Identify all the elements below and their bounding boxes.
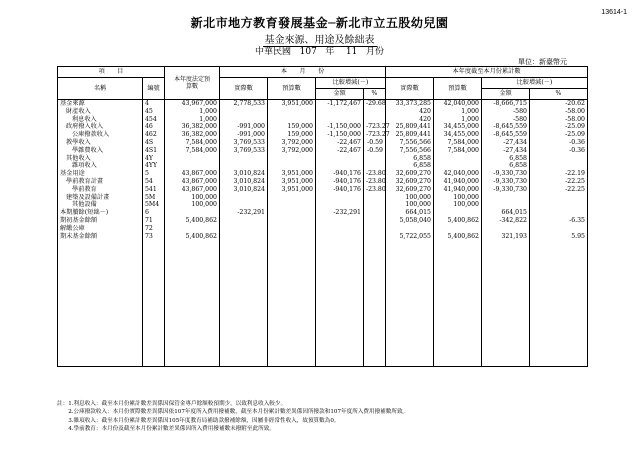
- row-month-diff-amount: [316, 108, 364, 116]
- row-cum-diff-amount: 6,858: [482, 155, 530, 163]
- row-name: 公庫撥款收入: [58, 131, 143, 139]
- row-month-diff-pct: -0.59: [364, 147, 386, 155]
- row-cum-diff-amount: -9,330,730: [482, 186, 530, 194]
- row-month-actual: 3,010,824: [220, 186, 268, 194]
- row-cum-diff-pct: [530, 155, 588, 163]
- row-budget: [165, 155, 220, 163]
- row-budget: [165, 162, 220, 170]
- row-code: 5M: [143, 194, 165, 202]
- row-name: 基金來源: [58, 100, 143, 108]
- row-code: 541: [143, 186, 165, 194]
- row-cum-diff-amount: -9,330,730: [482, 178, 530, 186]
- table-row: [58, 147, 588, 155]
- footnote: 3.雜項收入：截至本月份累計數差異係因105年度教育局補助款撥補餘額，因屬非經常性收入，故預算數為0。: [57, 417, 340, 424]
- row-month-diff-pct: -29.68: [364, 100, 386, 108]
- report-title: 新北市地方教育發展基金─新北市立五股幼兒園: [190, 16, 449, 30]
- header-month-amount: 金額: [316, 89, 364, 100]
- row-name: 政府撥入收入: [58, 123, 143, 131]
- row-cum-diff-pct: [530, 194, 588, 202]
- row-cum-planned: [434, 209, 482, 217]
- row-month-diff-amount: -1,150,000: [316, 123, 364, 131]
- row-name: 其他收入: [58, 155, 143, 163]
- header-month-group: 本 月 份: [220, 67, 386, 78]
- row-month-actual: [220, 108, 268, 116]
- row-month-diff-amount: -940,176: [316, 178, 364, 186]
- row-cum-diff-amount: 321,193: [482, 233, 530, 241]
- row-cum-diff-amount: -27,434: [482, 139, 530, 147]
- row-month-diff-pct: [364, 225, 386, 233]
- table-row: [58, 131, 588, 139]
- empty-cell: [143, 240, 165, 367]
- row-month-diff-amount: -1,150,000: [316, 131, 364, 139]
- row-month-planned: 3,951,000: [268, 170, 316, 178]
- row-cum-diff-amount: -580: [482, 116, 530, 124]
- income-statement-table: [57, 66, 588, 367]
- period-prefix: 中華民國: [255, 47, 292, 57]
- row-cum-diff-amount: -580: [482, 108, 530, 116]
- row-budget: 100,000: [165, 194, 220, 202]
- header-month-pct: %: [364, 89, 386, 100]
- table-row: [58, 162, 588, 170]
- row-month-diff-pct: -723.27: [364, 123, 386, 131]
- row-cum-planned: [434, 225, 482, 233]
- row-month-planned: [268, 225, 316, 233]
- row-month-planned: [268, 108, 316, 116]
- row-budget: 1,000: [165, 116, 220, 124]
- header-cum-diff: 比較增減(－): [482, 78, 588, 89]
- row-cum-diff-pct: [530, 201, 588, 209]
- row-code: 462: [143, 131, 165, 139]
- row-name: 期末基金餘額: [58, 233, 143, 241]
- row-month-diff-amount: [316, 162, 364, 170]
- footnote: 2.公庫撥款收入：本月份實際數差異係因依107年度所入費用撥補數，截至本月份累計數差異係因所撥款和107年度所入費用撥補數所致。: [57, 409, 409, 416]
- row-cum-planned: 41,940,000: [434, 186, 482, 194]
- row-cum-planned: 42,040,000: [434, 100, 482, 108]
- header-name: 名稱: [58, 78, 143, 100]
- row-name: 財產收入: [58, 108, 143, 116]
- row-cum-diff-amount: [482, 194, 530, 202]
- header-month-diff: 比較增減(－): [316, 78, 386, 89]
- row-cum-diff-amount: -9,330,730: [482, 170, 530, 178]
- row-cum-actual: 33,373,285: [386, 100, 434, 108]
- row-month-planned: 3,951,000: [268, 178, 316, 186]
- row-month-diff-pct: [364, 209, 386, 217]
- row-cum-planned: [434, 162, 482, 170]
- row-month-diff-pct: [364, 162, 386, 170]
- period-month-label: 月份: [365, 47, 384, 57]
- row-month-diff-amount: -940,176: [316, 170, 364, 178]
- row-cum-actual: 5,058,040: [386, 217, 434, 225]
- row-cum-diff-amount: 664,015: [482, 209, 530, 217]
- table-filler-row: [58, 240, 588, 367]
- row-cum-actual: 5,722,055: [386, 233, 434, 241]
- row-code: 73: [143, 233, 165, 241]
- row-month-diff-amount: -22,467: [316, 139, 364, 147]
- row-month-diff-amount: [316, 201, 364, 209]
- empty-cell: [482, 240, 530, 367]
- row-cum-diff-amount: [482, 201, 530, 209]
- row-cum-planned: 7,584,000: [434, 139, 482, 147]
- row-cum-diff-pct: [530, 162, 588, 170]
- row-name: 本期賸餘(短絀－): [58, 209, 143, 217]
- table-row: [58, 233, 588, 241]
- row-cum-diff-amount: 6,858: [482, 162, 530, 170]
- table-row: [58, 155, 588, 163]
- footnote: 註：1.利息收入：截至本月份累計數差異係因保管金專戶餘額較預期少，以致利息收入較少。: [57, 401, 287, 407]
- row-cum-actual: 420: [386, 116, 434, 124]
- row-cum-planned: 1,000: [434, 116, 482, 124]
- row-month-diff-pct: [364, 116, 386, 124]
- row-month-actual: 2,778,533: [220, 100, 268, 108]
- row-cum-diff-pct: [530, 209, 588, 217]
- row-cum-diff-pct: -0.36: [530, 147, 588, 155]
- row-month-diff-pct: [364, 108, 386, 116]
- table-row: [58, 178, 588, 186]
- header-cum-planned: 預算數: [434, 78, 482, 100]
- row-month-diff-amount: -232,291: [316, 209, 364, 217]
- row-name: 基金用途: [58, 170, 143, 178]
- row-name: 雜項收入: [58, 162, 143, 170]
- empty-cell: [530, 240, 588, 367]
- row-budget: 5,400,862: [165, 233, 220, 241]
- row-cum-planned: 100,000: [434, 194, 482, 202]
- row-month-diff-pct: [364, 201, 386, 209]
- row-code: 4Y: [143, 155, 165, 163]
- row-code: 4: [143, 100, 165, 108]
- row-cum-actual: 25,809,441: [386, 131, 434, 139]
- row-budget: 100,000: [165, 201, 220, 209]
- row-month-diff-amount: -1,172,467: [316, 100, 364, 108]
- header-month-planned: 預算數: [268, 78, 316, 100]
- row-code: 454: [143, 116, 165, 124]
- row-month-planned: 159,000: [268, 131, 316, 139]
- row-cum-actual: 100,000: [386, 194, 434, 202]
- row-code: 46: [143, 123, 165, 131]
- row-month-diff-pct: -23.80: [364, 178, 386, 186]
- row-month-diff-pct: -23.80: [364, 186, 386, 194]
- row-budget: [165, 209, 220, 217]
- row-name: 其他設備: [58, 201, 143, 209]
- row-cum-diff-pct: -20.62: [530, 100, 588, 108]
- row-month-planned: 3,792,000: [268, 139, 316, 147]
- row-name: 解繳公庫: [58, 225, 143, 233]
- row-budget: 43,967,000: [165, 100, 220, 108]
- row-cum-diff-amount: -8,645,559: [482, 131, 530, 139]
- row-month-actual: [220, 162, 268, 170]
- row-name: 利息收入: [58, 116, 143, 124]
- row-month-actual: [220, 194, 268, 202]
- row-cum-planned: 34,455,000: [434, 123, 482, 131]
- row-name: 學前教育: [58, 186, 143, 194]
- header-month-actual: 實際數: [220, 78, 268, 100]
- row-month-actual: [220, 217, 268, 225]
- row-month-planned: [268, 201, 316, 209]
- row-name: 期初基金餘額: [58, 217, 143, 225]
- period-year: 107: [299, 47, 317, 57]
- row-month-diff-pct: [364, 217, 386, 225]
- table-row: [58, 100, 588, 108]
- row-cum-diff-pct: 5.95: [530, 233, 588, 241]
- row-cum-diff-pct: -58.00: [530, 116, 588, 124]
- empty-cell: [268, 240, 316, 367]
- row-cum-planned: 41,940,000: [434, 178, 482, 186]
- row-code: 4S1: [143, 147, 165, 155]
- row-cum-diff-amount: [482, 225, 530, 233]
- row-name: 建築及設備計畫: [58, 194, 143, 202]
- table-row: [58, 201, 588, 209]
- row-name: 學前教育計畫: [58, 178, 143, 186]
- row-budget: [165, 225, 220, 233]
- row-cum-actual: 32,609,270: [386, 186, 434, 194]
- row-code: 45: [143, 108, 165, 116]
- row-cum-diff-pct: -25.09: [530, 131, 588, 139]
- table-row: [58, 123, 588, 131]
- row-cum-diff-pct: -22.25: [530, 178, 588, 186]
- row-month-diff-amount: [316, 116, 364, 124]
- row-budget: 7,584,000: [165, 139, 220, 147]
- row-cum-diff-pct: -0.36: [530, 139, 588, 147]
- row-budget: 1,000: [165, 108, 220, 116]
- row-cum-actual: 25,809,441: [386, 123, 434, 131]
- row-cum-actual: 6,858: [386, 162, 434, 170]
- row-cum-diff-amount: -8,666,715: [482, 100, 530, 108]
- row-code: 5: [143, 170, 165, 178]
- row-month-actual: [220, 233, 268, 241]
- row-budget: 36,382,000: [165, 123, 220, 131]
- row-month-diff-amount: [316, 233, 364, 241]
- row-cum-actual: 32,609,270: [386, 170, 434, 178]
- header-cum-group: 本年度截至本月份累計數: [386, 67, 588, 78]
- row-cum-planned: [434, 155, 482, 163]
- empty-cell: [316, 240, 364, 367]
- row-month-actual: 3,769,533: [220, 139, 268, 147]
- row-cum-planned: 1,000: [434, 108, 482, 116]
- row-month-actual: -232,291: [220, 209, 268, 217]
- row-month-diff-amount: -940,176: [316, 186, 364, 194]
- row-cum-diff-pct: -22.19: [530, 170, 588, 178]
- row-month-planned: 159,000: [268, 123, 316, 131]
- row-month-planned: [268, 155, 316, 163]
- row-month-planned: [268, 217, 316, 225]
- header-cum-amount: 金額: [482, 89, 530, 100]
- row-cum-diff-pct: [530, 225, 588, 233]
- table-row: [58, 139, 588, 147]
- row-cum-diff-pct: -22.25: [530, 186, 588, 194]
- header-item: 項 目: [58, 67, 165, 78]
- row-month-diff-amount: [316, 155, 364, 163]
- row-month-diff-pct: [364, 233, 386, 241]
- row-budget: 43,867,000: [165, 186, 220, 194]
- row-month-diff-pct: [364, 155, 386, 163]
- row-month-actual: 3,010,824: [220, 170, 268, 178]
- footnote: 4.學前教育：本月份及截至本月份累計數差異係因所入費用撥補數未撥附至此所致。: [57, 425, 275, 432]
- row-code: 4YY: [143, 162, 165, 170]
- footnotes: [57, 400, 408, 433]
- period-year-label: 年: [325, 47, 335, 57]
- table-row: [58, 116, 588, 124]
- row-cum-actual: 7,556,566: [386, 147, 434, 155]
- row-month-actual: 3,010,824: [220, 178, 268, 186]
- row-cum-diff-pct: -58.00: [530, 108, 588, 116]
- document-code: 13614-1: [601, 9, 627, 16]
- row-month-diff-pct: -23.80: [364, 170, 386, 178]
- row-month-planned: 3,792,000: [268, 147, 316, 155]
- row-month-planned: [268, 233, 316, 241]
- row-cum-diff-pct: -6.35: [530, 217, 588, 225]
- row-month-actual: [220, 225, 268, 233]
- header-cum-pct: %: [530, 89, 588, 100]
- table-row: [58, 186, 588, 194]
- empty-cell: [165, 240, 220, 367]
- empty-cell: [364, 240, 386, 367]
- row-cum-actual: 420: [386, 108, 434, 116]
- row-cum-actual: 100,000: [386, 201, 434, 209]
- row-budget: 43,867,000: [165, 178, 220, 186]
- row-month-actual: [220, 116, 268, 124]
- row-code: 5M4: [143, 201, 165, 209]
- empty-cell: [58, 240, 143, 367]
- row-month-planned: 3,951,000: [268, 100, 316, 108]
- header-code: 編號: [143, 78, 165, 100]
- row-month-planned: [268, 194, 316, 202]
- row-month-planned: [268, 209, 316, 217]
- row-month-diff-amount: [316, 194, 364, 202]
- row-month-diff-pct: -0.59: [364, 139, 386, 147]
- row-budget: 7,584,000: [165, 147, 220, 155]
- row-month-actual: [220, 201, 268, 209]
- table-row: [58, 225, 588, 233]
- row-month-diff-amount: -22,467: [316, 147, 364, 155]
- row-code: 4S: [143, 139, 165, 147]
- empty-cell: [220, 240, 268, 367]
- header-budget: [165, 67, 220, 100]
- table-row: [58, 170, 588, 178]
- row-code: 71: [143, 217, 165, 225]
- report-subtitle-text: 基金來源、用途及餘絀表: [264, 35, 375, 46]
- row-cum-planned: 100,000: [434, 201, 482, 209]
- row-cum-planned: 7,584,000: [434, 147, 482, 155]
- row-cum-planned: 34,455,000: [434, 131, 482, 139]
- row-budget: 43,867,000: [165, 170, 220, 178]
- row-cum-actual: 32,609,270: [386, 178, 434, 186]
- empty-cell: [434, 240, 482, 367]
- row-name: 學雜費收入: [58, 147, 143, 155]
- row-budget: 5,400,862: [165, 217, 220, 225]
- row-month-planned: [268, 162, 316, 170]
- table-row: [58, 194, 588, 202]
- row-code: 72: [143, 225, 165, 233]
- row-cum-diff-amount: -27,434: [482, 147, 530, 155]
- row-month-diff-pct: [364, 194, 386, 202]
- row-month-diff-pct: -723.27: [364, 131, 386, 139]
- row-month-actual: 3,769,533: [220, 147, 268, 155]
- table-row: [58, 217, 588, 225]
- row-cum-actual: 7,556,566: [386, 139, 434, 147]
- row-cum-diff-amount: -8,645,559: [482, 123, 530, 131]
- row-code: 54: [143, 178, 165, 186]
- table-row: [58, 108, 588, 116]
- table-row: [58, 209, 588, 217]
- period-month: 11: [345, 47, 358, 57]
- row-month-diff-amount: [316, 225, 364, 233]
- row-cum-diff-pct: -25.09: [530, 123, 588, 131]
- row-month-actual: -991,000: [220, 131, 268, 139]
- row-cum-actual: 664,015: [386, 209, 434, 217]
- row-budget: 36,382,000: [165, 131, 220, 139]
- row-cum-planned: 5,400,862: [434, 233, 482, 241]
- row-month-actual: -991,000: [220, 123, 268, 131]
- currency-unit: 單位：新臺幣元: [518, 58, 567, 66]
- row-month-planned: [268, 116, 316, 124]
- report-period: [0, 44, 639, 57]
- row-cum-actual: 6,858: [386, 155, 434, 163]
- row-cum-actual: [386, 225, 434, 233]
- row-code: 6: [143, 209, 165, 217]
- row-cum-diff-amount: -342,822: [482, 217, 530, 225]
- header-budget-text: 本年度法定預算數: [173, 76, 210, 90]
- row-month-actual: [220, 155, 268, 163]
- header-cum-actual: 實際數: [386, 78, 434, 100]
- row-cum-planned: 42,040,000: [434, 170, 482, 178]
- table-body: [58, 100, 588, 367]
- row-name: 教學收入: [58, 139, 143, 147]
- row-month-planned: 3,951,000: [268, 186, 316, 194]
- empty-cell: [386, 240, 434, 367]
- row-month-diff-amount: [316, 217, 364, 225]
- row-cum-planned: 5,400,862: [434, 217, 482, 225]
